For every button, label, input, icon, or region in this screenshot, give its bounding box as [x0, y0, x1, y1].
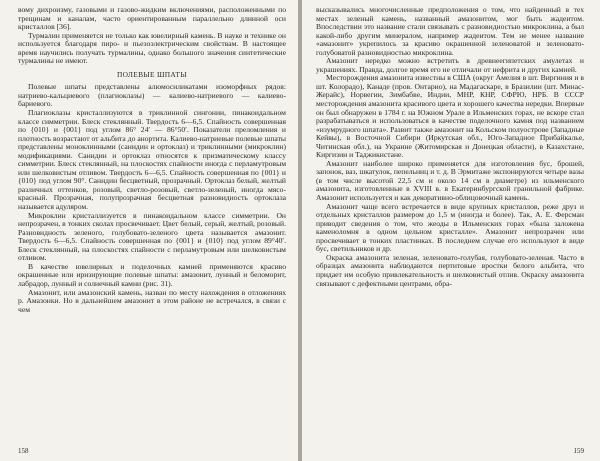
paragraph: Амазонит, или амазонский камень, назван по месту нахождения в отложениях р. Амазонки. Но в дальнейшем амазонит в этом районе не встречался, в связи с чем [18, 287, 286, 314]
paragraph: Плагиоклазы кристаллизуются в триклинной сингонии, пинакоидальном классе симметрии. Блеск стеклянный. Твердость 6—6,5. Спайность совершенная по {010} и {001} под углом 86° 24′ — 86°50′. Показатели преломления и плотность возрастают от альбита до анортита. Калиево-натриевые полевые шпаты представлены моноклинными (санидин и ортоклаз) и триклинными (микроклин) модификациями. Санидин и ортоклаз относятся к призматическому классу симметрии. Блеск стеклянный, на плоскостях спайности иногда с перламутровым или шелковистым отливом. Твердость 6—6,5. Спайность совершенная по {001} и {010} под углом 90°. Санидин бесцветный, прозрачный. Ортоклаз белый, желтый различных оттенков, розовый, светло-розовый, светло-зеленый, иногда мясо-красный. Прозрачная, полупрозрачная бесцветная разновидность ортоклаза называется адуляром. [18, 108, 286, 212]
page-number: 158 [18, 447, 29, 455]
paragraph: Месторождения амазонита известны в США (округ Амелия в шт. Виргиния и в шт. Колорадо), Канаде (пров. Онтарио), на Мадагаскаре, в Бразилии (шт. Минас-Жерайс), Норвегии, Зимбабве, Индии, МНР, КНР, СФРЮ, НРБ. В СССР месторождения амазонита красивого цвета и хорошего качества нередки. Впервые он был обнаружен в 1784 г. на Южном Урале в Ильменских горах, не вскоре стал разрабатываться и использоваться в качестве поделочного камня под названием «изумрудного шпата». Развит также амазонит на Кольском полуострове (Западные Кейвы), в Восточной Сибири (Иркутская обл., Юго-Западное Прибайкалье, Читинская обл.), на Украине (Житомирская и Донецкая области), в Казахстане, Киргизии и Таджикистане. [316, 73, 584, 160]
paragraph: Амазонит чаще всего встречается в виде крупных кристаллов, реже друз и отдельных кристаллов размером до 1,5 м (иногда и более). Так, А. Е. Ферсман приводит сведения о том, что жеоды в Ильменских горах «была заложена каменоломня в одном цельном кристалле». Амазонит непрозрачен или просвечивает в тонких пластинках. В последнем случае его используют в виде бус, светильников и др. [316, 201, 584, 254]
page-number: 159 [573, 447, 584, 455]
paragraph: Амазонит нередко можно встретить в древнеегипетских амулетах и украшениях. Правда, долгое время его не отличали от нефрита и других камней. [316, 56, 584, 74]
paragraph: вому дихроизму, газовыми и газово-жидким включениями, расположенными по трещинам и каналам, часто ориентированным параллельно длинной оси кристаллов [36]. [18, 5, 286, 32]
paragraph: Полевые шпаты представлены алюмосиликатами изоморфных рядов: натриево-кальциевого (плагиоклазы) — калиево-натриевого — калиево-бариевого. [18, 82, 286, 109]
paragraph: Турмалин применяется не только как ювелирный камень. В науке и технике он используется благодаря пиро- и пьезоэлектрическим свойствам. В настоящее время научились получать турмалины, однако большого значения синтетические турмалины не имеют. [18, 30, 286, 66]
right-page [302, 0, 600, 461]
paragraph: высказывались многочисленные предположения о том, что найденный в тех местах зеленый камень, названный амазонитом, мог быть жадеитом. Впоследствии это название стали связывать с разновидностью микроклина, а был какой-либо другим минералом, например жадеитом. Тем не менее название «амазонит» укрепилось за красиво окрашенной зеленоватой и зеленовато-голубоватой разновидностью микроклина. [316, 5, 584, 57]
book-gutter [298, 0, 302, 461]
left-page [0, 0, 298, 461]
paragraph: В качестве ювелирных и поделочных камней применяются красиво окрашенные или иризирующие полевые шпаты: амазонит, лунный и беломорит, лабрадор, лунный и солнечный камни (рис. 31). [18, 261, 286, 288]
section-heading: ПОЛЕВЫЕ ШПАТЫ [117, 69, 187, 79]
right-page-text [316, 6, 584, 288]
paragraph: Окраска амазонита зеленая, зеленовато-голубая, голубовато-зеленая. Часто в образцах амазонита наблюдаются пертитовые вростки белого альбита, что придает им особую привлекательность и шелковистый отлив. Окраску амазонита связывают с дефектными центрами, обра- [316, 252, 584, 288]
paragraph: Микроклин кристаллизуется в пинакоидальном классе симметрии. Он непрозрачен, в тонких сколах просвечивает. Цвет белый, серый, желтый, розовый. Разновидность зеленого, голубовато-зеленого цвета называется амазонит. Твердость 6—6,5. Спайность совершенная по {001} и {010} под углом 89°40′. Блеск стеклянный, на плоскостях спайности с перламутровым или шелковистым отливом. [18, 210, 286, 263]
left-page-text [18, 6, 286, 314]
paragraph: Амазонит наиболее широко применяется для изготовления бус, брошей, запонок, ваз, шкатулок, пепельниц и т. д. В Эрмитаже экспонируются четыре вазы (в том числе высотой 22,5 см и около 14 см в диаметре) из ильменского амазонита, изготовленные в XVIII в. в Екатеринбургской гранильной фабрике. Амазонит используется и как декоративно-облицовочный камень. [316, 158, 584, 203]
